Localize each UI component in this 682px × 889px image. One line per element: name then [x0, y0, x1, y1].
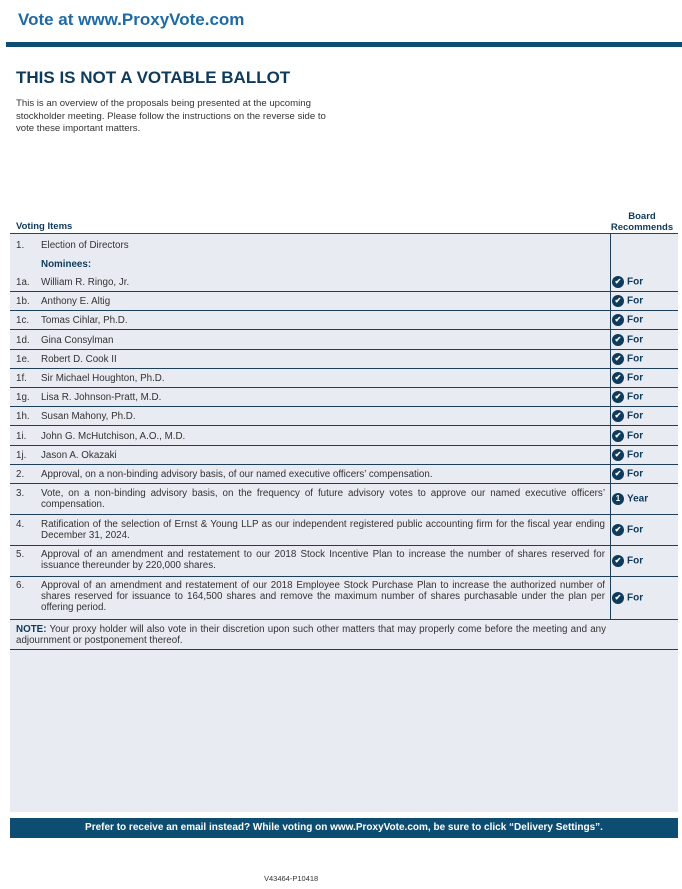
nominee-number: 1e.	[16, 353, 30, 365]
row-divider	[10, 483, 678, 484]
proposal-number: 3.	[16, 488, 25, 499]
recommendation-label: For	[627, 295, 644, 307]
check-circle-icon: ✔	[612, 391, 624, 403]
header-rule	[6, 42, 682, 47]
note-bottom-rule	[10, 649, 678, 650]
nominee-number: 1g.	[16, 392, 30, 404]
board-recommendation	[612, 555, 643, 567]
recommendation-label: For	[627, 430, 644, 442]
recommendation-label: For	[627, 276, 644, 288]
board-recommendation	[612, 295, 643, 307]
nominee-name: Susan Mahony, Ph.D.	[41, 411, 136, 423]
board-recommendation	[612, 468, 643, 480]
nominee-name: Gina Consylman	[41, 334, 114, 346]
proposal-number: 5.	[16, 549, 25, 560]
nominee-number: 1b.	[16, 296, 30, 308]
check-circle-icon: ✔	[612, 295, 624, 307]
recommendation-label: For	[627, 391, 644, 403]
board-recommendation	[612, 430, 643, 442]
check-circle-icon: ✔	[612, 555, 624, 567]
check-circle-icon: ✔	[612, 592, 624, 604]
row-divider	[10, 619, 678, 620]
board-recommendation	[612, 334, 643, 346]
proposal-number: 2.	[16, 469, 25, 480]
nominee-number: 1j.	[16, 449, 27, 461]
check-circle-icon: 1	[612, 493, 624, 505]
recommendation-label: Year	[627, 493, 649, 505]
recommendation-label: For	[627, 468, 644, 480]
recommendation-label: For	[627, 315, 644, 327]
board-recommendation	[612, 493, 648, 505]
row-divider	[10, 368, 678, 369]
recommendation-label: For	[627, 524, 644, 536]
nominee-number: 1d.	[16, 334, 30, 346]
proposal-text: Approval of an amendment and restatement of our 2018 Employee Stock Purchase Plan to increase the authorized number of shares reserved for issuance to 164,500 shares and remove the maximum number of shares purchasable under the plan per offering period.	[41, 580, 605, 613]
proposal-text: Approval, on a non-binding advisory basis, of our named executive officers’ compensation.	[41, 469, 433, 480]
nominee-name: Sir Michael Houghton, Ph.D.	[41, 373, 165, 384]
check-circle-icon: ✔	[612, 314, 624, 326]
check-circle-icon: ✔	[612, 468, 624, 480]
nominees-label: Nominees:	[41, 259, 92, 270]
proposal-text: Ratification of the selection of Ernst & Young LLP as our independent registered public accounting firm for the fiscal year ending December 31, 2024.	[41, 519, 605, 541]
row-divider	[10, 329, 678, 330]
proposal-text: Vote, on a non-binding advisory basis, on the frequency of future advisory votes to approve our named executive officers’ compensation.	[41, 488, 605, 510]
board-recommendation	[612, 592, 643, 604]
check-circle-icon: ✔	[612, 372, 624, 384]
row-divider	[10, 445, 678, 446]
note-label: NOTE:	[16, 624, 47, 635]
page-heading: THIS IS NOT A VOTABLE BALLOT	[16, 68, 291, 87]
board-recommendation	[612, 410, 643, 422]
intro-text: This is an overview of the proposals being presented at the upcoming stockholder meeting. Please follow the instructions on the reverse side to vote these important matters.	[16, 98, 326, 134]
proposal-number: 6.	[16, 580, 25, 591]
note-body: Your proxy holder will also vote in their discretion upon such other matters that may properly come before the meeting and any adjournment or postponement thereof.	[16, 624, 606, 646]
row-divider	[10, 514, 678, 515]
item-text: Election of Directors	[41, 240, 129, 251]
check-circle-icon: ✔	[612, 276, 624, 288]
check-circle-icon: ✔	[612, 524, 624, 536]
proposal-number: 4.	[16, 519, 25, 530]
voting-items-header: Voting Items	[16, 221, 73, 232]
board-recommendation	[612, 276, 643, 288]
nominee-name: Tomas Cihlar, Ph.D.	[41, 315, 128, 327]
check-circle-icon: ✔	[612, 353, 624, 365]
note-text	[16, 624, 606, 646]
nominee-number: 1c.	[16, 315, 30, 327]
check-circle-icon: ✔	[612, 410, 624, 422]
check-circle-icon: ✔	[612, 430, 624, 442]
row-divider	[10, 576, 678, 577]
proposal-text: Approval of an amendment and restatement to our 2018 Stock Incentive Plan to increase the number of shares reserved for issuance thereunder by 220,000 shares.	[41, 549, 605, 571]
board-recommendation	[612, 353, 643, 365]
nominee-name: John G. McHutchison, A.O., M.D.	[41, 430, 186, 442]
check-circle-icon: ✔	[612, 334, 624, 346]
board-recommendation	[612, 372, 643, 384]
row-divider	[10, 425, 678, 426]
row-divider	[10, 406, 678, 407]
nominee-name: Anthony E. Altig	[41, 296, 111, 308]
row-divider	[10, 464, 678, 465]
board-recommendation	[612, 449, 643, 461]
nominee-number: 1h.	[16, 411, 30, 423]
board-recommends-header: Board Recommends	[610, 211, 674, 233]
nominee-name: William R. Ringo, Jr.	[41, 277, 130, 288]
recommendation-label: For	[627, 411, 644, 423]
nominee-number: 1i.	[16, 430, 27, 442]
row-divider	[10, 545, 678, 546]
check-circle-icon: ✔	[612, 449, 624, 461]
row-divider	[10, 349, 678, 350]
row-divider	[10, 387, 678, 388]
row-divider	[10, 310, 678, 311]
nominee-number: 1a.	[16, 277, 30, 288]
nominee-name: Lisa R. Johnson-Pratt, M.D.	[41, 392, 162, 404]
nominee-name: Robert D. Cook II	[41, 353, 117, 365]
nominee-number: 1f.	[16, 373, 27, 384]
board-recommendation	[612, 391, 643, 403]
recommendation-label: For	[627, 555, 644, 567]
recommendation-label: For	[627, 592, 644, 604]
recommendation-label: For	[627, 449, 644, 461]
proxyvote-title: Vote at www.ProxyVote.com	[18, 10, 245, 29]
board-recommendation	[612, 524, 643, 536]
item-number: 1.	[16, 240, 25, 251]
delivery-settings-banner: Prefer to receive an email instead? While voting on www.ProxyVote.com, be sure to click “Delivery Settings”.	[10, 818, 678, 838]
nominee-name: Jason A. Okazaki	[41, 449, 117, 461]
row-divider	[10, 291, 678, 292]
recommendation-label: For	[627, 334, 644, 346]
recommendation-label: For	[627, 372, 644, 384]
recommendation-label: For	[627, 353, 644, 365]
board-recommendation	[612, 314, 643, 326]
document-code: V43464-P10418	[264, 874, 319, 883]
